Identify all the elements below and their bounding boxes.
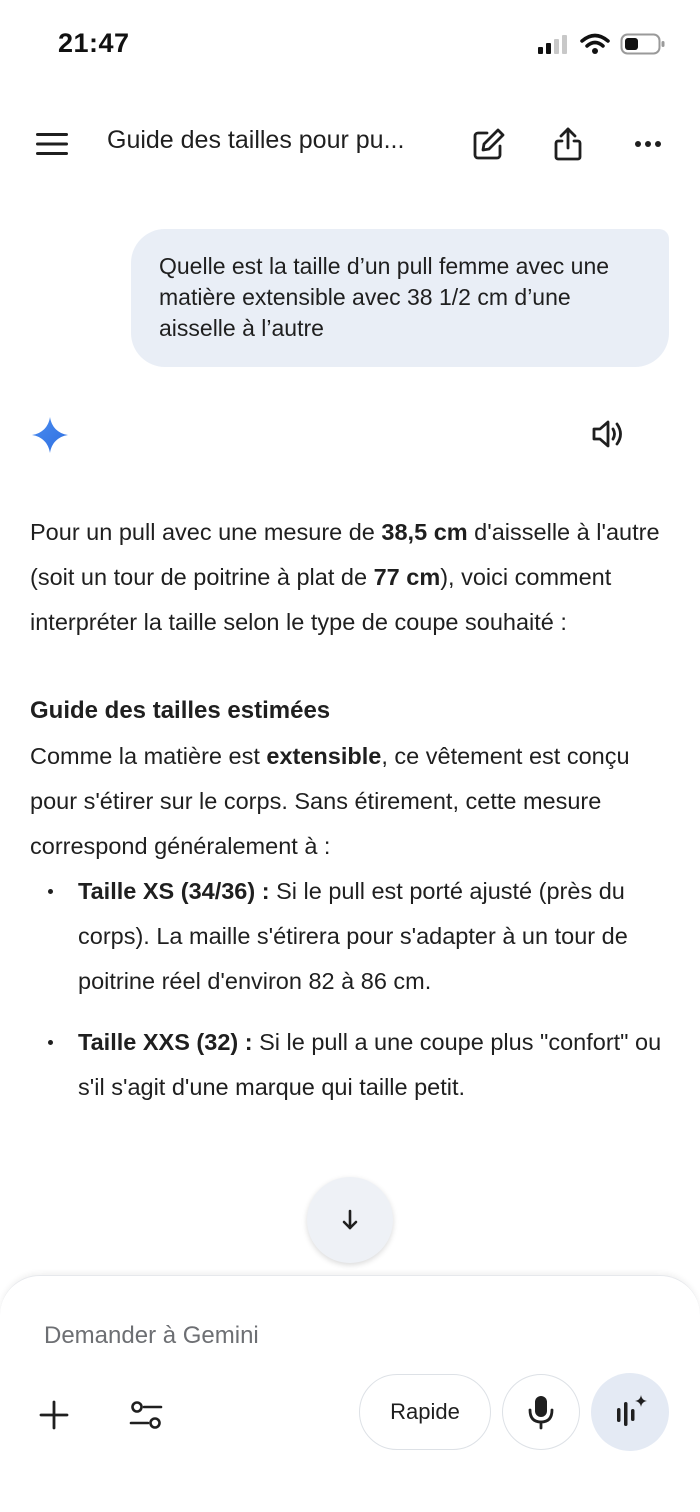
- para-text-2: , ce vêtement est conçu pour s'étirer sur le corps. Sans étirement, cette mesure correspond généralement à :: [30, 743, 630, 859]
- new-chat-button[interactable]: [467, 122, 511, 166]
- speaker-icon: [591, 417, 627, 451]
- list-item: [30, 869, 670, 1004]
- edit-icon: [472, 127, 506, 161]
- wifi-icon: [580, 33, 610, 60]
- user-message-bubble: [131, 229, 669, 367]
- menu-icon: [35, 131, 69, 157]
- share-icon: [552, 126, 584, 162]
- bullet-size-label: Taille XS (34/36) :: [78, 878, 270, 904]
- plus-icon: [39, 1400, 69, 1430]
- read-aloud-button[interactable]: [587, 412, 631, 456]
- intro-text-3: ), voici comment interpréter la taille selon le type de coupe souhaité :: [30, 564, 612, 635]
- bullet-size-text: Si le pull a une coupe plus "confort" ou s'il s'agit d'une marque qui taille petit.: [78, 1029, 662, 1100]
- status-bar: [0, 0, 700, 90]
- model-mode-button[interactable]: [359, 1374, 491, 1450]
- intro-text-1: Pour un pull avec une mesure de: [30, 519, 382, 545]
- menu-button[interactable]: [30, 124, 74, 164]
- bullet-size-label: Taille XXS (32) :: [78, 1029, 253, 1055]
- signal-icon: [536, 33, 570, 60]
- tools-button[interactable]: [122, 1393, 170, 1437]
- para-bold-extensible: extensible: [266, 743, 382, 769]
- chat-title[interactable]: Guide des tailles pour pu...: [107, 126, 405, 154]
- bullet-size-text: Si le pull est porté ajusté (près du corps). La maille s'étirera pour s'adapter à un tour de poitrine réel d'environ 82 à 86 cm.: [78, 878, 628, 994]
- prompt-input[interactable]: Demander à Gemini: [44, 1322, 259, 1349]
- size-bullet-list: [30, 869, 670, 1110]
- para-text-1: Comme la matière est: [30, 743, 267, 769]
- top-app-bar: [0, 110, 700, 176]
- live-mode-button[interactable]: [591, 1373, 669, 1451]
- live-waveform-icon: [612, 1394, 648, 1430]
- microphone-icon: [527, 1394, 555, 1430]
- user-message-text: Quelle est la taille d’un pull femme avec une matière extensible avec 38 1/2 cm d’une aisselle à l’autre: [159, 253, 610, 341]
- arrow-down-icon: [339, 1208, 361, 1232]
- response-intro: [30, 510, 670, 645]
- list-item: [30, 1020, 670, 1110]
- status-time: 21:47: [58, 28, 130, 58]
- tools-sliders-icon: [128, 1399, 164, 1431]
- bullet-dot: [48, 1040, 53, 1045]
- gemini-spark-icon: [30, 415, 70, 455]
- more-options-button[interactable]: [626, 122, 670, 166]
- model-mode-label: Rapide: [390, 1399, 460, 1424]
- response-heading: Guide des tailles estimées: [30, 697, 331, 724]
- bullet-dot: [48, 889, 53, 894]
- intro-bold-chest: 77 cm: [373, 564, 441, 590]
- scroll-down-button[interactable]: [307, 1177, 393, 1263]
- intro-text-2: d'aisselle à l'autre (soit un tour de poitrine à plat de: [30, 519, 660, 590]
- share-button[interactable]: [546, 122, 590, 166]
- microphone-button[interactable]: [502, 1374, 580, 1450]
- more-icon: [634, 140, 662, 148]
- intro-bold-measure: 38,5 cm: [381, 519, 468, 545]
- assistant-response: [30, 510, 670, 1110]
- add-attachment-button[interactable]: [32, 1393, 76, 1437]
- response-paragraph: [30, 734, 670, 869]
- status-icons: [536, 32, 666, 61]
- prompt-input-panel: [0, 1275, 700, 1512]
- battery-icon: [620, 32, 666, 61]
